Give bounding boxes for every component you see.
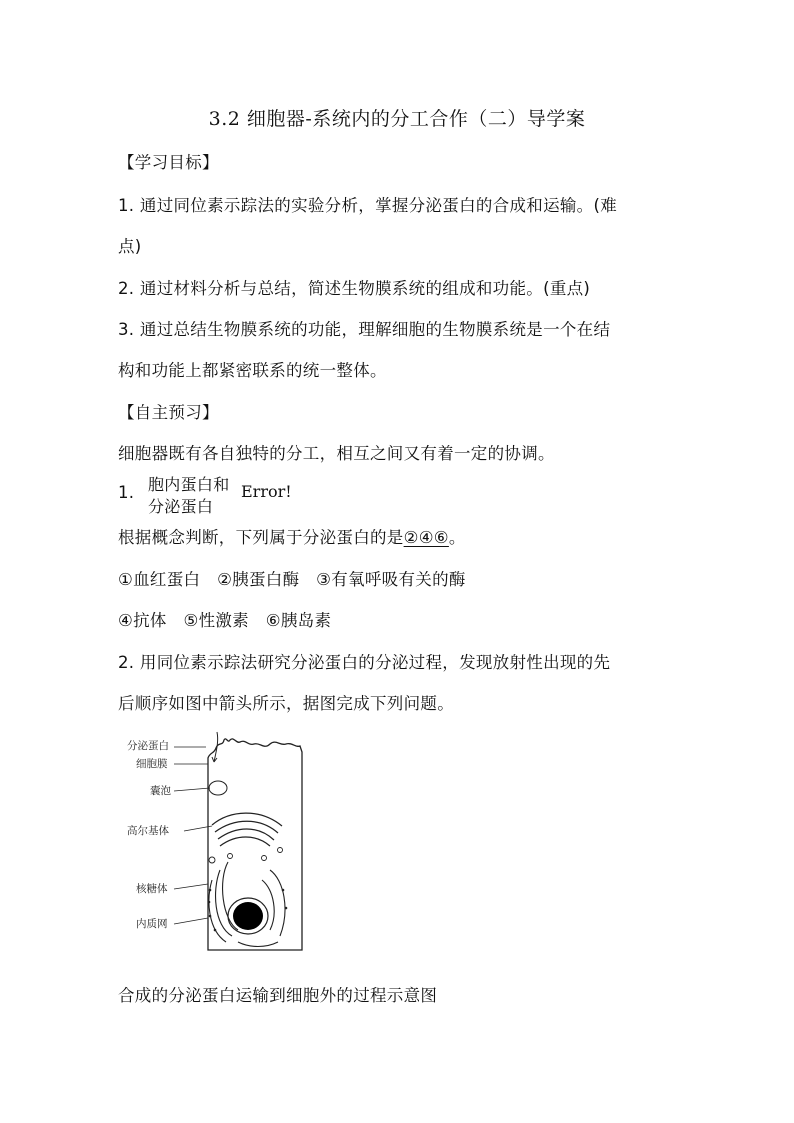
question-2-line1: 2. 用同位素示踪法研究分泌蛋白的分泌过程，发现放射性出现的先 (118, 653, 611, 672)
question-1-error-text: Error! (241, 482, 292, 501)
label-vesicle: 囊泡 (150, 785, 171, 797)
label-secreted-protein: 分泌蛋白 (127, 740, 169, 752)
figure-caption: 合成的分泌蛋白运输到细胞外的过程示意图 (118, 986, 438, 1005)
secretory-protein-cell-diagram (120, 730, 320, 960)
options-line-1: ①血红蛋白 ②胰蛋白酶 ③有氧呼吸有关的酶 (118, 570, 466, 589)
objectives-heading: 【学习目标】 (118, 153, 219, 172)
leader-lines (174, 747, 212, 924)
judge-suffix: 。 (448, 528, 466, 547)
objective-3-line2: 构和功能上都紧密联系的统一整体。 (118, 361, 387, 380)
small-vesicles (209, 848, 283, 864)
objective-1-line1: 1. 通过同位素示踪法的实验分析，掌握分泌蛋白的合成和运输。(难 (118, 196, 618, 215)
objective-3-line1: 3. 通过总结生物膜系统的功能，理解细胞的生物膜系统是一个在结 (118, 320, 611, 339)
preview-heading: 【自主预习】 (118, 403, 219, 422)
label-golgi: 高尔基体 (127, 825, 169, 837)
label-ribosome: 核糖体 (136, 883, 168, 895)
preview-intro: 细胞器既有各自独特的分工，相互之间又有着一定的协调。 (118, 444, 555, 463)
vesicle-shape (209, 781, 227, 795)
question-1-number: 1. (118, 483, 135, 502)
options-line-2: ④抗体 ⑤性激素 ⑥胰岛素 (118, 611, 332, 630)
nucleus (233, 902, 263, 930)
label-er: 内质网 (136, 918, 168, 930)
judge-prefix: 根据概念判断，下列属于分泌蛋白的是 (118, 528, 404, 547)
page-title: 3.2 细胞器-系统内的分工合作（二）导学案 (208, 108, 586, 130)
objective-2: 2. 通过材料分析与总结，简述生物膜系统的组成和功能。(重点) (118, 279, 591, 298)
objective-1-line2: 点) (118, 237, 142, 256)
golgi-apparatus (212, 813, 282, 846)
question-1-bottom-term: 分泌蛋白 (148, 497, 214, 516)
question-2-line2: 后顺序如图中箭头所示，据图完成下列问题。 (118, 694, 454, 713)
judge-answer: ②④⑥ (403, 528, 449, 547)
question-1-top-term: 胞内蛋白和 (148, 475, 230, 494)
label-cell-membrane: 细胞膜 (136, 758, 168, 770)
judge-line (118, 524, 466, 548)
